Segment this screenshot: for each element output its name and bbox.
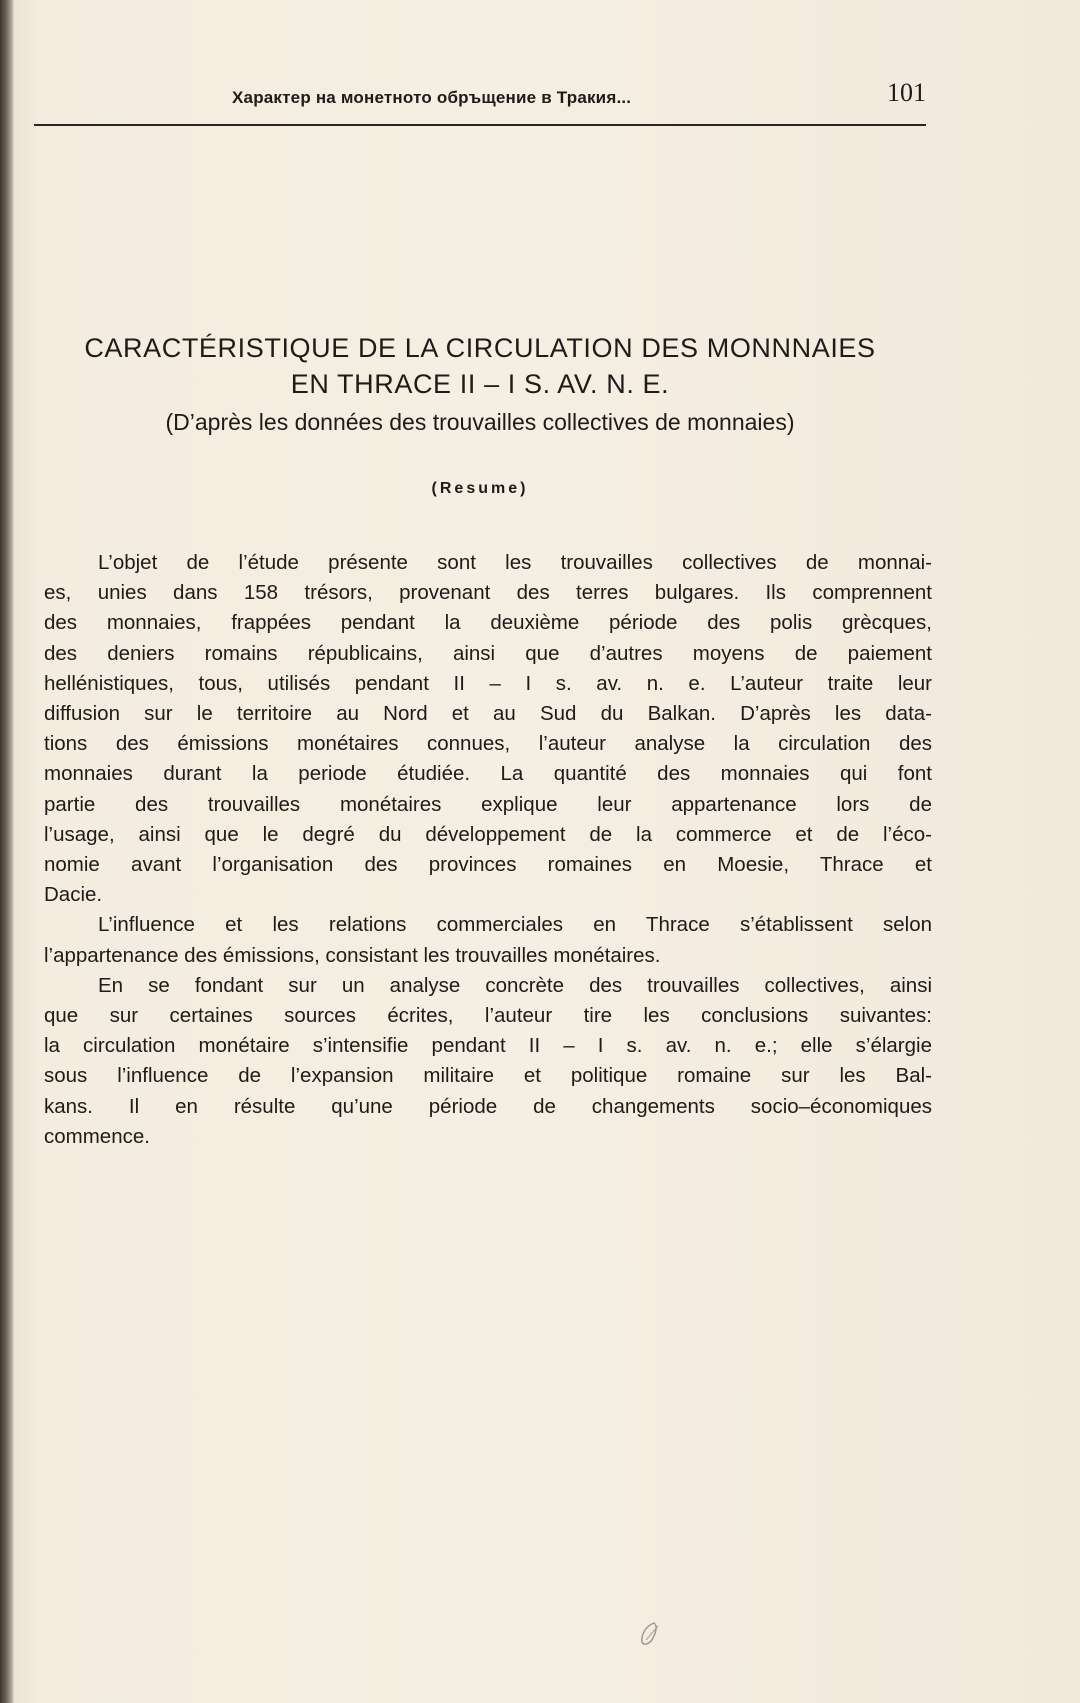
subtitle: (D’après les données des trouvailles collectives de monnaies) <box>165 409 795 435</box>
text-line: que sur certaines sources écrites, l’auteur tire les conclusions suivantes: <box>44 1004 932 1028</box>
book-spine-shadow <box>0 0 14 1703</box>
resume-label: (Resume) <box>431 480 529 497</box>
text-line: Dacie. <box>44 883 103 907</box>
text-line: es, unies dans 158 trésors, provenant des terres bulgares. Ils comprennent <box>44 581 932 605</box>
text-line: des monnaies, frappées pendant la deuxième période des polis grècques, <box>44 611 932 635</box>
text-line: L’objet de l’étude présente sont les trouvailles collectives de monnai- <box>98 551 932 574</box>
text-line: diffusion sur le territoire au Nord et au Sud du Balkan. D’après les data- <box>44 702 932 726</box>
text-line: L’influence et les relations commerciales en Thrace s’établissent selon <box>98 913 932 937</box>
text-line: monnaies durant la periode étudiée. La quantité des monnaies qui font <box>44 762 932 786</box>
paragraph-3 <box>44 971 932 1152</box>
text-line: En se fondant sur un analyse concrète des trouvailles collectives, ainsi <box>98 973 932 997</box>
text-line: des deniers romains républicains, ainsi que d’autres moyens de paiement <box>44 641 932 665</box>
paragraph-1 <box>44 548 932 910</box>
paragraph-2 <box>44 910 932 970</box>
title-line-1: CARACTÉRISTIQUE DE LA CIRCULATION DES MONNNAIES <box>84 333 876 363</box>
text-line: l’appartenance des émissions, consistant les trouvailles monétaires. <box>44 943 661 967</box>
text-line: hellénistiques, tous, utilisés pendant II – I s. av. n. e. L’auteur traite leur <box>44 671 932 695</box>
text-line: tions des émissions monétaires connues, l’auteur analyse la circulation des <box>44 732 932 756</box>
text-line: sous l’influence de l’expansion militaire et politique romaine sur les Bal- <box>44 1064 932 1088</box>
text-line: nomie avant l’organisation des provinces romaines en Moesie, Thrace et <box>44 853 932 877</box>
abstract-body <box>44 548 932 1152</box>
text-line: commence. <box>44 1124 150 1148</box>
running-header <box>34 74 926 126</box>
title-block <box>34 330 926 498</box>
text-line: kans. Il en résulte qu’une période de changements socio–économiques <box>44 1094 932 1118</box>
title-line-2: EN THRACE II – I S. AV. N. E. <box>290 369 670 399</box>
text-line: partie des trouvailles monétaires explique leur appartenance lors de <box>44 792 932 816</box>
running-title: Характер на монетното обръщение в Тракия... <box>232 88 632 107</box>
pencil-mark-icon <box>638 1620 662 1648</box>
page-number: 101 <box>887 78 926 107</box>
text-line: la circulation monétaire s’intensifie pendant II – I s. av. n. e.; elle s’élargie <box>44 1034 932 1058</box>
text-line: l’usage, ainsi que le degré du développement de la commerce et de l’éco- <box>44 822 932 846</box>
